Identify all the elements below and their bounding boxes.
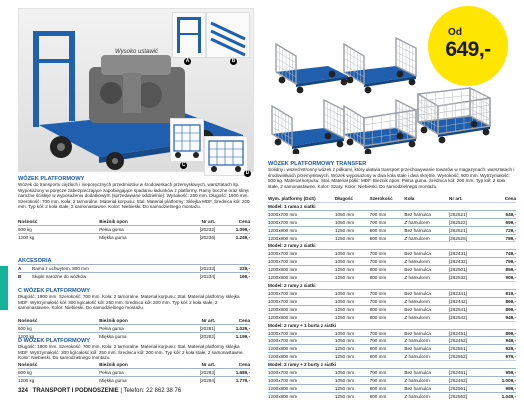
table-row: 1000x700 mm 1050 mm 700 mm Z hamulcem [262522] 699,-	[268, 219, 516, 225]
accessory-c-thumb	[170, 118, 204, 162]
transfer-title: WÓZEK PLATFORMOWY TRANSFER	[268, 161, 367, 167]
table-section-title: Model: 2 ramy + 2 burty z siatki	[268, 361, 516, 369]
table-row: 1200x800 mm 1250 mm 800 mm Bez hamulca [262501] 859,-	[268, 267, 516, 273]
table-row: 1200 kg Miękka guma [20284] 1.779,-	[18, 377, 250, 383]
table-row: 1000x700 mm 1050 mm 700 mm Bez hamulca [262431] 749,-	[268, 251, 516, 257]
table-row: 1000x700 mm 1050 mm 700 mm Bez hamulca [262341] 819,-	[268, 290, 516, 296]
accessories-title: AKCESORIA	[18, 258, 52, 264]
price-badge	[428, 6, 508, 86]
table-row: 1200x800 mm 1250 mm 800 mm Bez hamulca [262551] 929,-	[268, 346, 516, 352]
table-section-title: Model: 2 ramy + 1 burta z siatki	[268, 321, 516, 329]
table-row: 600 kg Pełna guma [20281] 1.029,-	[18, 325, 250, 331]
marker-c: C	[181, 162, 186, 168]
table-row: 600 kg Pełna guma [20283] 1.689,-	[18, 369, 250, 375]
table-section-title: Model: 2 ramy z siatki	[268, 242, 516, 250]
footer-section: TRANSPORT I PODNOSZENIE	[32, 388, 119, 394]
main-product-table: Nośność Bieżnik opon Nr art. Cena 600 kg Pełna guma [20232] 1.099,- 1200 kg Miękka guma [20236] 1.249,-	[18, 218, 250, 240]
page-footer: 324 TRANSPORT I PODNOSZENIE | Telefon: 22 862 38 76	[18, 388, 182, 394]
table-row: 600 kg Pełna guma [20232] 1.099,-	[18, 226, 250, 232]
trolley-three-mesh-sides	[344, 100, 416, 154]
product-d-block	[18, 338, 250, 384]
trolley-four-mesh-sides	[418, 88, 490, 143]
table-row: 1200x800 mm 1250 mm 800 mm Bez hamulca [262561] 999,-	[268, 385, 516, 391]
trolley-one-mesh-frame	[276, 44, 348, 93]
table-row: 1000x700 mm 1050 mm 700 mm Bez hamulca [262461] 959,-	[268, 370, 516, 376]
table-row: 1200x800 mm 1250 mm 800 mm Bez hamulca [262541] 899,-	[268, 306, 516, 312]
product-d-title: WÓZEK PLATFORMOWY	[23, 338, 90, 344]
product-c-desc: Długość: 1900 mm. Szerokość: 700 mm. Koła: 2 tarnoralne. Materiał korpusu: Stal. Materiał platformy sklejka MDF. Wytrzymałość kół: 300 kg/całość kół: 250 mm. Średnica kół: 200 mm. Typ kół: 2 koła stałe, 2 samonastawne. Kolor: Niebieski. Do samodzielnego montażu.	[18, 294, 240, 311]
table-row: 1200x800 mm 1250 mm 800 mm Z hamulcem [262532] 909,-	[268, 275, 516, 281]
accessories-block	[18, 258, 250, 280]
table-row: 1200x800 mm 1250 mm 800 mm Z hamulcem [262525] 789,-	[268, 235, 516, 241]
marker-a: A	[185, 58, 190, 64]
table-row: 1000x700 mm 1050 mm 700 mm Z hamulcem [262442] 869,-	[268, 298, 516, 304]
table-section-title: Model: 1 rama z siatki	[268, 202, 516, 210]
badge-price: 649,-	[445, 37, 491, 61]
table-row: 1200x800 mm 1250 mm 800 mm Z hamulcem [262552] 979,-	[268, 354, 516, 360]
table-row: 1000x700 mm 1050 mm 700 mm Z hamulcem [262462] 1.009,-	[268, 377, 516, 383]
table-row: 1200x800 mm 1250 mm 800 mm Bez hamulca [262521] 729,-	[268, 227, 516, 233]
table-row: 1200x800 mm 1250 mm 800 mm Z hamulcem [262542] 949,-	[268, 314, 516, 320]
table-row: 1000x700 mm 1050 mm 700 mm Z hamulcem [262432] 799,-	[268, 259, 516, 265]
section-tab	[0, 266, 8, 310]
product-c-table: Nośność Bieżnik opon Nr art. Cena 600 kg Pełna guma [20281] 1.029,- 1200 kg Miękka guma [20282] 1.199,-	[18, 317, 250, 339]
footer-phone: Telefon: 22 862 38 76	[123, 388, 182, 394]
photo-caption: Wysoko ustawić	[115, 49, 159, 55]
main-product-desc: Wózek do transportu ciężkich i nieporęcznych przedmiotów w środowiskach przemysłowych, warsztatach itp. Wyposażony w poręcze zabezpieczające zapobiegające spadaniu ładunków z platformy. Ramy boczne oraz skręt narożne ścisłeje w wyposażeniu dodatkowym (sprzedawane oddzielnie). Wysokość: 250 mm. Długość: 1900 mm. Szerokość: 700 mm. Koła: 2 tarnoralne. Materiał korpusu: Stal. Materiał platformy: Sklejka MDF. Średnica kół: 200 mm. Typ kół: 2 koła stałe, 2 samonastawne. Kolor: Niebieski. Do samodzielnego montażu.	[18, 182, 250, 210]
transfer-desc: Solidny i wszechstronny wózek z półkami, który ułatwia transport przechowywanie towarów w magazynach, warsztatach i środowiskach przemysłowych. Wózek wyposażony w dwa koła stałe i dwa skrętne. Wysokość: 900 mm. Wytrzymałość: 500 kg. Materiał korpusu: Stal. Materiał półki: MDF. Bieżnik opon: Pełna guma. Średnica kół: 200 mm. Typ kół: 2 koła stałe, 2 samonastawne. Kolor: Szary. Kolor: Niebieski. Do samodzielnego montażu.	[268, 167, 515, 189]
product-d-desc: Długość: 1900 mm. Szerokość: 700 mm. Koła: 2 tarnoralne. Materiał korpusu: Stal. Materiał platformy sklejka MDF. Wytrzymałość: 300 kg/całość kół: 250 mm. Średnica kół: 200 mm. Typ kół: 2 koła stałe, 2 samonastawne. Kolor: Niebieski. Do samodzielnego montażu.	[18, 344, 244, 361]
table-row: 1000x700 mm 1050 mm 700 mm Z hamulcem [262452] 949,-	[268, 338, 516, 344]
marker-c-label: C	[18, 288, 23, 294]
table-row: 1000x700 mm 1050 mm 700 mm Bez hamulca [262451] 899,-	[268, 330, 516, 336]
main-product-block	[18, 176, 250, 241]
page-number: 324	[18, 388, 29, 394]
marker-d-label: D	[18, 338, 23, 344]
product-c-block	[18, 288, 250, 340]
product-c-title: WÓZEK PLATFORMOWY	[23, 288, 90, 294]
accessory-d-thumb	[204, 136, 248, 176]
transfer-table: Wym. platformy (DxS) Długość Szerokość Koła Nr art. Cena Model: 1 rama z siatki 1000x700 mm 1050 mm 700 mm Bez hamulca [262521] 649,- 1000x700 mm 1050 mm 700 mm Z hamulcem [262522] 699,- 1200x800 mm 1250 mm 800 mm Bez hamulca [262521] 729,- 1200x800 mm 1250 mm 800 mm Z hamulcem [262525] 789,- Model: 2 ramy z siatki 1000x700 mm 1050 mm 700 mm Bez hamulca [262431] 749,- 1000x700 mm 1050 mm 700 mm Z hamulcem [262432] 799,- 1200x800 mm 1250 mm 800 mm Bez hamulca [262501] 859,- 1200x800 mm 1250 mm 800 mm Z hamulcem [262532] 909,- Model: 2 ramy z siatki 1000x700 mm 1050 mm 700 mm Bez hamulca [262341] 819,- 1000x700 mm 1050 mm 700 mm Z hamulcem [262442] 869,- 1200x800 mm 1250 mm 800 mm Bez hamulca [262541] 899,- 1200x800 mm 1250 mm 800 mm Z hamulcem [262542] 949,- Model: 2 ramy + 1 burta z siatki 1000x700 mm 1050 mm 700 mm Bez hamulca [262451] 899,- 1000x700 mm 1050 mm 700 mm Z hamulcem [262452] 949,- 1200x800 mm 1250 mm 800 mm Bez hamulca [262551] 929,- 1200x800 mm 1250 mm 800 mm Z hamulcem [262552] 979,- Model: 2 ramy + 2 burty z siatki 1000x700 mm 1050 mm 700 mm Bez hamulca [262461] 959,- 1000x700 mm 1050 mm 700 mm Z hamulcem [262462] 1.009,- 1200x800 mm 1250 mm 800 mm Bez hamulca [262561] 999,- 1200x800 mm 1250 mm 800 mm Z hamulcem [262562] 1.049,-	[268, 195, 516, 399]
table-row: 1200 kg Miękka guma [20236] 1.249,-	[18, 234, 250, 240]
marker: B	[18, 273, 22, 279]
marker-d: D	[245, 170, 250, 176]
badge-from-label: Od	[448, 26, 462, 38]
accessory-a-thumb	[172, 12, 206, 58]
main-product-title: WÓZEK PLATFORMOWY	[18, 176, 85, 182]
accessory-b-thumb	[206, 12, 250, 58]
table-row: 1000x700 mm 1050 mm 700 mm Bez hamulca [262521] 649,-	[268, 211, 516, 217]
table-row: 1200 kg Miękka guma [20282] 1.199,-	[18, 333, 250, 339]
table-row: A Rama z uchwytem, 800 mm [20233] 229,-	[18, 265, 250, 271]
marker: A	[18, 265, 22, 271]
transfer-trolley-block	[268, 161, 516, 400]
trolley-two-frames-one-side	[272, 100, 344, 154]
product-d-table: Nośność Bieżnik opon Nr art. Cena 600 kg Pełna guma [20283] 1.689,- 1200 kg Miękka guma [20284] 1.779,-	[18, 361, 250, 383]
table-section-title: Model: 2 ramy z siatki	[268, 282, 516, 290]
table-row: B Słupki narożne do wózków [20234] 169,-	[18, 273, 250, 279]
trolley-two-mesh-frames	[344, 38, 416, 93]
marker-b: B	[231, 58, 236, 64]
table-row: 1200x800 mm 1250 mm 800 mm Z hamulcem [262562] 1.049,-	[268, 393, 516, 399]
